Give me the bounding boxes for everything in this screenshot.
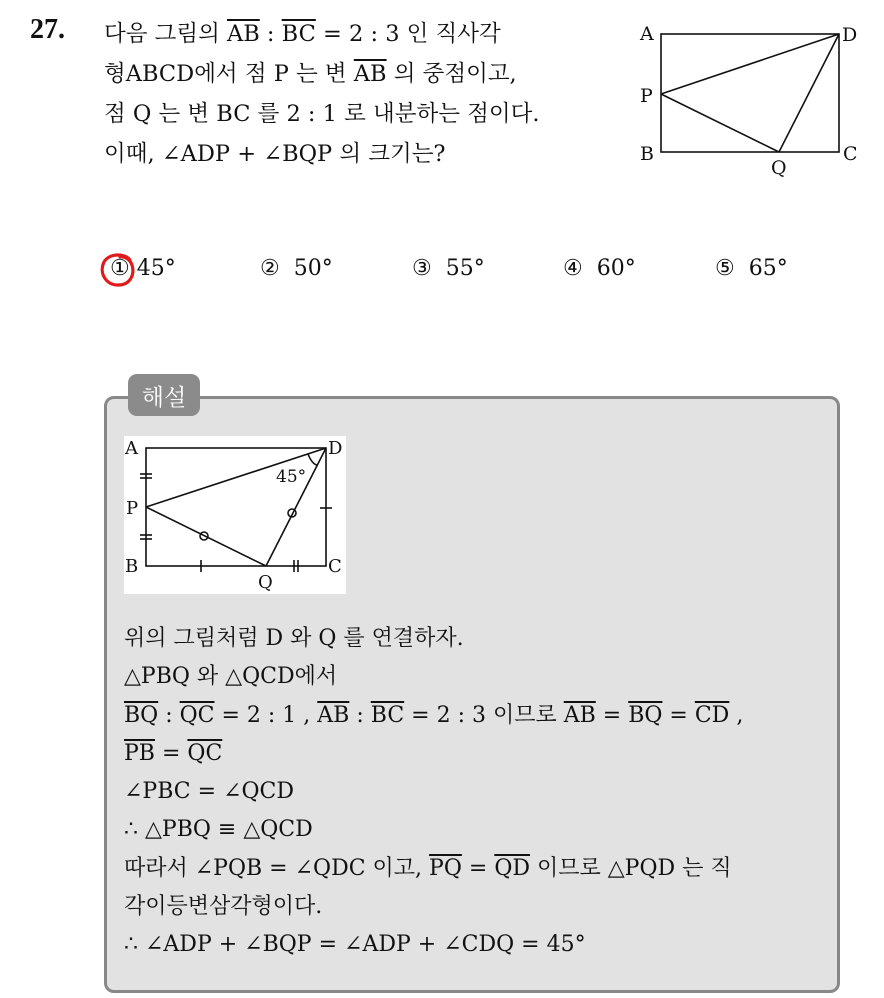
- choice-value: 60°: [596, 256, 636, 281]
- solution-line: [124, 735, 834, 773]
- choice-2[interactable]: [260, 256, 333, 281]
- question-line: [104, 134, 614, 174]
- text-segment: 이때, ∠ADP + ∠BQP 의 크기는?: [104, 141, 446, 167]
- solution-line: [124, 658, 834, 696]
- figure-background: [124, 436, 346, 594]
- text-segment: =: [662, 702, 695, 728]
- question-text: [104, 14, 614, 174]
- label-q: Q: [258, 572, 273, 593]
- rectangle-figure: [636, 20, 866, 180]
- text-segment: = 2 : 3 인 직사각: [315, 21, 501, 47]
- label-d: D: [842, 24, 858, 46]
- text-segment: =: [461, 855, 495, 881]
- overlined-segment: $\overline{BC}$: [370, 702, 405, 728]
- text-segment: :: [158, 702, 180, 728]
- question-line: [104, 94, 614, 134]
- label-a: A: [640, 23, 654, 45]
- text-segment: =: [154, 740, 188, 766]
- text-segment: ∴ ∠ADP + ∠BQP = ∠ADP + ∠CDQ = 45°: [124, 932, 586, 958]
- overlined-segment: $\overline{BC}$: [281, 21, 316, 47]
- overlined-segment: $\overline{AB}$: [353, 61, 387, 87]
- solution-line: [124, 620, 834, 658]
- text-segment: :: [349, 702, 371, 728]
- text-segment: 형ABCD에서 점 P 는 변: [104, 61, 354, 87]
- overlined-segment: $\overline{AB}$: [563, 702, 596, 728]
- solution-line: [124, 926, 834, 964]
- overlined-segment: $\overline{AB}$: [317, 702, 350, 728]
- overlined-segment: $\overline{BQ}$: [628, 702, 663, 728]
- label-p: P: [640, 85, 653, 107]
- solution-line: [124, 697, 834, 735]
- question-line: [104, 14, 614, 54]
- overlined-segment: $\overline{PB}$: [124, 740, 155, 766]
- solution-line: [124, 888, 834, 926]
- angle-label: 45°: [276, 467, 307, 487]
- choice-value: 45°: [136, 256, 176, 281]
- text-segment: 따라서 ∠PQB = ∠QDC 이고,: [124, 855, 430, 881]
- question-number: 27.: [30, 14, 65, 45]
- overlined-segment: $\overline{PQ}$: [429, 855, 462, 881]
- text-segment: 위의 그림처럼 D 와 Q 를 연결하자.: [124, 626, 464, 651]
- solution-figure: [124, 436, 346, 594]
- text-segment: 점 Q 는 변 BC 를 2 : 1 로 내분하는 점이다.: [104, 101, 540, 127]
- choice-number: ③: [412, 256, 432, 281]
- choice-1[interactable]: [110, 256, 176, 281]
- text-segment: :: [259, 21, 282, 47]
- text-segment: 의 중점이고,: [386, 61, 517, 87]
- overlined-segment: $\overline{QC}$: [187, 740, 223, 766]
- text-segment: ∠PBC = ∠QCD: [124, 779, 295, 805]
- segment-pq: [661, 94, 779, 152]
- overlined-segment: $\overline{AB}$: [226, 21, 260, 47]
- overlined-segment: $\overline{BQ}$: [124, 702, 159, 728]
- solution-tab: 해설: [128, 374, 200, 416]
- choice-number: ④: [563, 256, 583, 281]
- solution-line: [124, 811, 834, 849]
- choice-number: ②: [260, 256, 280, 281]
- text-segment: ,: [729, 702, 744, 728]
- text-segment: 다음 그림의: [104, 21, 227, 47]
- label-c: C: [843, 143, 858, 165]
- text-segment: 각이등변삼각형이다.: [124, 894, 323, 920]
- choice-4[interactable]: [563, 256, 636, 281]
- overlined-segment: $\overline{CD}$: [694, 702, 730, 728]
- label-c: C: [328, 556, 342, 577]
- overlined-segment: $\overline{QD}$: [494, 855, 530, 881]
- solution-text: [124, 620, 834, 965]
- solution-line: [124, 773, 834, 811]
- label-a: A: [125, 438, 138, 459]
- label-d: D: [328, 438, 343, 459]
- label-p: P: [126, 498, 139, 519]
- choice-number: ①: [110, 256, 130, 281]
- text-segment: = 2 : 1 ,: [214, 702, 318, 728]
- choice-5[interactable]: [715, 256, 788, 281]
- choice-3[interactable]: [412, 256, 485, 281]
- label-b: B: [640, 143, 654, 165]
- overlined-segment: $\overline{QC}$: [179, 702, 215, 728]
- text-segment: =: [595, 702, 629, 728]
- label-q: Q: [771, 157, 787, 179]
- choice-value: 55°: [445, 256, 485, 281]
- choice-number: ⑤: [715, 256, 735, 281]
- choice-value: 50°: [293, 256, 333, 281]
- text-segment: 이므로 △PQD 는 직: [530, 855, 732, 881]
- text-segment: ∴ △PBQ ≡ △QCD: [124, 817, 313, 843]
- solution-line: [124, 850, 834, 888]
- text-segment: △PBQ 와 △QCD에서: [124, 664, 338, 690]
- question-line: [104, 54, 614, 94]
- choice-value: 65°: [748, 256, 788, 281]
- selected-answer-circle-icon: [99, 251, 137, 289]
- rectangle-abcd: [661, 34, 839, 152]
- text-segment: = 2 : 3 이므로: [404, 702, 564, 728]
- label-b: B: [125, 556, 139, 577]
